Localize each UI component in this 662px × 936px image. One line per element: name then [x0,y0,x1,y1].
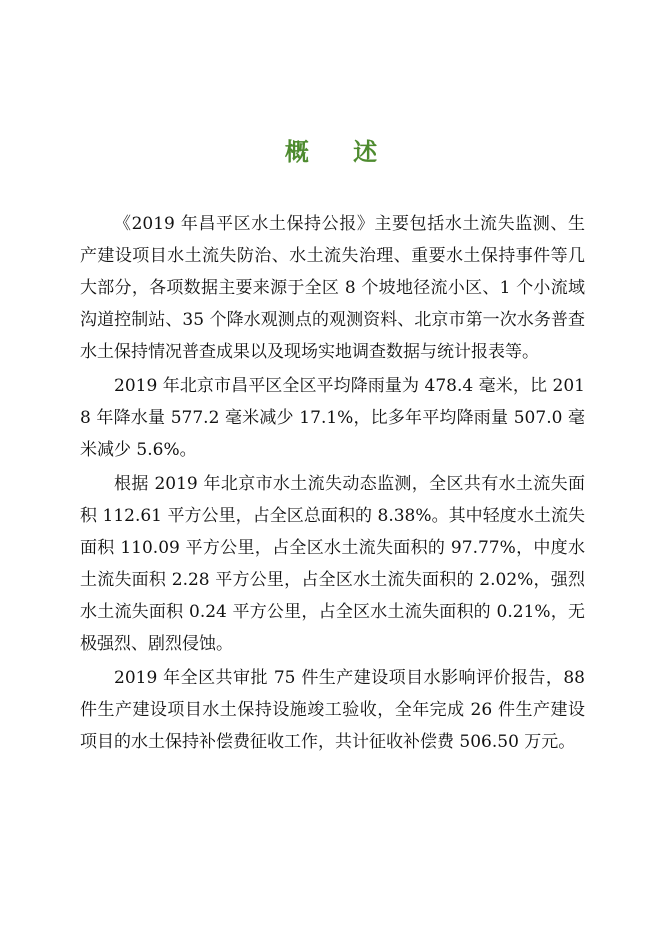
paragraph-overview: 《2019 年昌平区水土保持公报》主要包括水土流失监测、生产建设项目水土流失防治、水土流失治理、重要水土保持事件等几大部分，各项数据主要来源于全区 8 个坡地径流小区、1 个小流域沟道控制站、35 个降水观测点的观测资料、北京市第一次水务普查水土保持情况普查成果以及现场实地调查数据与统计报表等。 [80,214,585,362]
paragraph-soil-erosion: 根据 2019 年北京市水土流失动态监测，全区共有水土流失面积 112.61 平方公里，占全区总面积的 8.38%。其中轻度水土流失面积 110.09 平方公里，占全区水土流失面积的 97.77%，中度水土流失面积 2.28 平方公里，占全区水土流失面积的 2.02%，强烈水土流失面积 0.24 平方公里，占全区水土流失面积的 0.21%，无极强烈、剧烈侵蚀。 [80,474,585,654]
document-body [80,208,585,760]
paragraph-rainfall: 2019 年北京市昌平区全区平均降雨量为 478.4 毫米，比 2018 年降水量 577.2 毫米减少 17.1%，比多年平均降雨量 507.0 毫米减少 5.6%。 [80,376,585,460]
page-title: 概 述 [284,138,396,166]
paragraph-construction-projects: 2019 年全区共审批 75 件生产建设项目水影响评价报告，88 件生产建设项目水土保持设施竣工验收，全年完成 26 件生产建设项目的水土保持补偿费征收工作，共计征收补偿费 506.50 万元。 [80,668,585,752]
